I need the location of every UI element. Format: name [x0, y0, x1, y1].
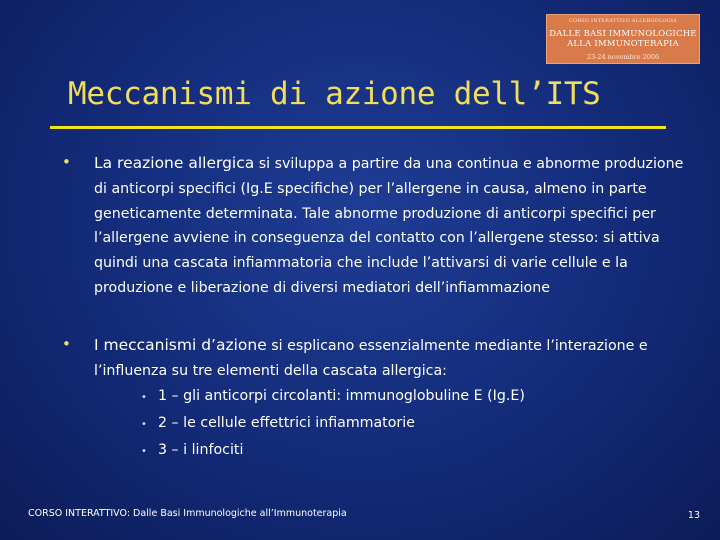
sub-bullet-marker: • [141, 419, 147, 430]
sub-bullet-marker: • [141, 446, 147, 457]
title-underline [50, 126, 666, 129]
event-logo [546, 14, 700, 64]
bullet-marker: • [62, 153, 71, 171]
sub-bullet-antibodies: 1 – gli anticorpi circolanti: immunoglobuline E (Ig.E) [158, 388, 525, 404]
sub-bullet-effector-cells: 2 – le cellule effettrici infiammatorie [158, 415, 415, 431]
logo-top-text: CORSO INTERATTIVO ALLERGOLOGIA [569, 18, 677, 24]
logo-date: 23-24 novembre 2006 [586, 53, 660, 61]
bullet-marker: • [62, 335, 71, 353]
page-number: 13 [687, 510, 700, 521]
footer-course-title: CORSO INTERATTIVO: Dalle Basi Immunologiche all’Immunoterapia [28, 508, 347, 519]
bullet-allergic-reaction [94, 151, 684, 301]
logo-line-2: ALLA IMMUNOTERAPIA [567, 39, 679, 49]
bullet-lead: I meccanismi d’azione [94, 336, 267, 354]
sub-bullet-marker: • [141, 392, 147, 403]
slide-title: Meccanismi di azione dell’ITS [68, 76, 601, 112]
logo-line-1: DALLE BASI IMMUNOLOGICHE [549, 29, 697, 39]
bullet-text: si sviluppa a partire da una continua e abnorme produzione di anticorpi specifici (Ig.E specifiche) per l’allergene in causa, almeno in parte geneticamente determinata. Tale abnorme produzione di anticorpi specifici per l’allergene avviene in conseguenza del contatto con l’allergene stesso: si attiva quindi una cascata infiammatoria che include l’attivarsi di varie cellule e la produzione e liberazione di diversi mediatori dell’infiammazione [94, 156, 684, 296]
bullet-text: si esplicano essenzialmente mediante l’interazione e l’influenza su tre elementi della cascata allergica: [94, 338, 648, 379]
bullet-lead: La reazione allergica [94, 154, 255, 172]
bullet-mechanisms [94, 333, 684, 384]
sub-bullet-lymphocytes: 3 – i linfociti [158, 442, 244, 458]
